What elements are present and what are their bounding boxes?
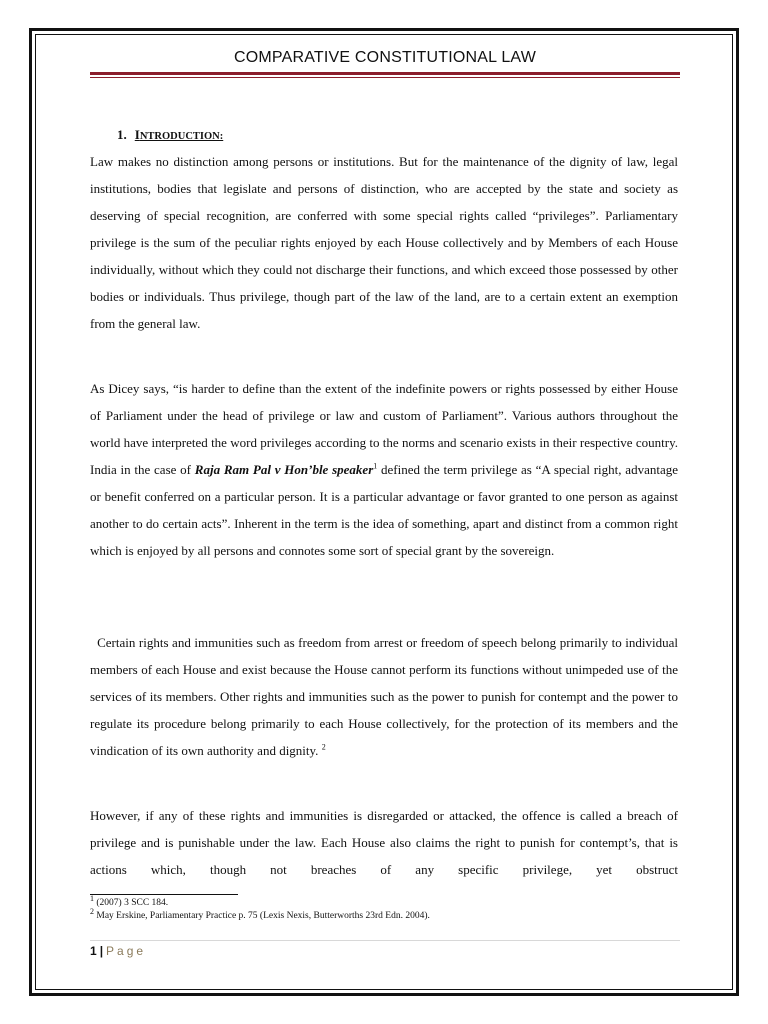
paragraph-3-text xyxy=(90,629,682,764)
case-citation: Raja Ram Pal v Hon’ble speaker xyxy=(194,462,374,477)
section-title-rest: NTRODUCTION: xyxy=(139,131,224,142)
paragraph-3 xyxy=(90,629,682,764)
paragraph-2-before: As Dicey says, “is harder to define than the extent of the indefinite powers or rights possessed by either House of Parliament under the head of privilege or law and custom of Parliament”. Various authors throughout the world have interpreted the word privileges according to the norms and scenario exists in their respective country. India in the case of xyxy=(90,381,678,477)
footnote-2-mark: 2 xyxy=(90,906,94,916)
document-header-title: COMPARATIVE CONSTITUTIONAL LAW xyxy=(233,49,537,66)
section-title xyxy=(135,127,223,142)
page-label: Page xyxy=(106,944,147,958)
paragraph-1-text: Law makes no distinction among persons or institutions. But for the maintenance of the dignity of law, legal institutions, bodies that legislate and persons of distinction, who are accepted by the state and society as deserving of special recognition, are conferred with some special rights called “privileges”. Parliamentary privilege is the sum of the peculiar rights enjoyed by each House collectively and by Members of each House individually, without which they could not discharge their functions, and which exceed those possessed by other bodies or individuals. Thus privilege, though part of the law of the land, are to a certain extent an exemption from the general law. xyxy=(90,154,678,331)
footnote-2-text: May Erskine, Parliamentary Practice p. 75 (Lexis Nexis, Butterworths 23rd Edn. 2004). xyxy=(94,911,430,921)
footnote-ref-1: 1 xyxy=(373,461,378,471)
paragraph-2-text xyxy=(90,375,678,564)
section-title-initial: I xyxy=(134,127,140,142)
page-number: 1 xyxy=(90,944,97,958)
footnote-separator xyxy=(90,894,238,895)
header-rule-thin xyxy=(90,77,680,78)
footer-rule xyxy=(90,940,680,941)
footnote-1 xyxy=(90,893,680,909)
footnote-1-mark: 1 xyxy=(90,893,94,903)
header-rule-thick xyxy=(90,72,680,75)
paragraph-4 xyxy=(90,802,678,883)
paragraph-1 xyxy=(90,148,678,337)
footnote-ref-2: 2 xyxy=(321,742,326,752)
section-heading xyxy=(117,127,223,143)
paragraph-4-text: However, if any of these rights and immunities is disregarded or attacked, the offence is called a breach of privilege and is punishable under the law. Each House also claims the right to punish for contempt’s, that is actions which, though not breaches of any specific privilege, yet obstruct xyxy=(90,808,678,877)
section-number: 1. xyxy=(117,127,127,142)
paragraph-2-after: defined the term privilege as “A special right, advantage or benefit conferred on a particular person. It is a particular advantage or favor granted to one person as against another to do certain acts”. Inherent in the term is the idea of something, apart and distinct from a common right which is enjoyed by all persons and connotes some sort of special grant by the sovereign. xyxy=(90,462,678,558)
footnote-2 xyxy=(90,906,680,922)
footer-separator: | xyxy=(99,944,104,958)
page-footer xyxy=(90,944,146,958)
paragraph-3-body: Certain rights and immunities such as freedom from arrest or freedom of speech belong primarily to individual members of each House and exist because the House cannot perform its functions without unimpeded use of the services of its members. Other rights and immunities such as the power to punish for contempt and the power to regulate its procedure belong primarily to each House collectively, for the protection of its members and the vindication of its own authority and dignity. xyxy=(90,635,682,758)
footnote-1-text: (2007) 3 SCC 184. xyxy=(94,898,169,908)
paragraph-2 xyxy=(90,375,678,564)
